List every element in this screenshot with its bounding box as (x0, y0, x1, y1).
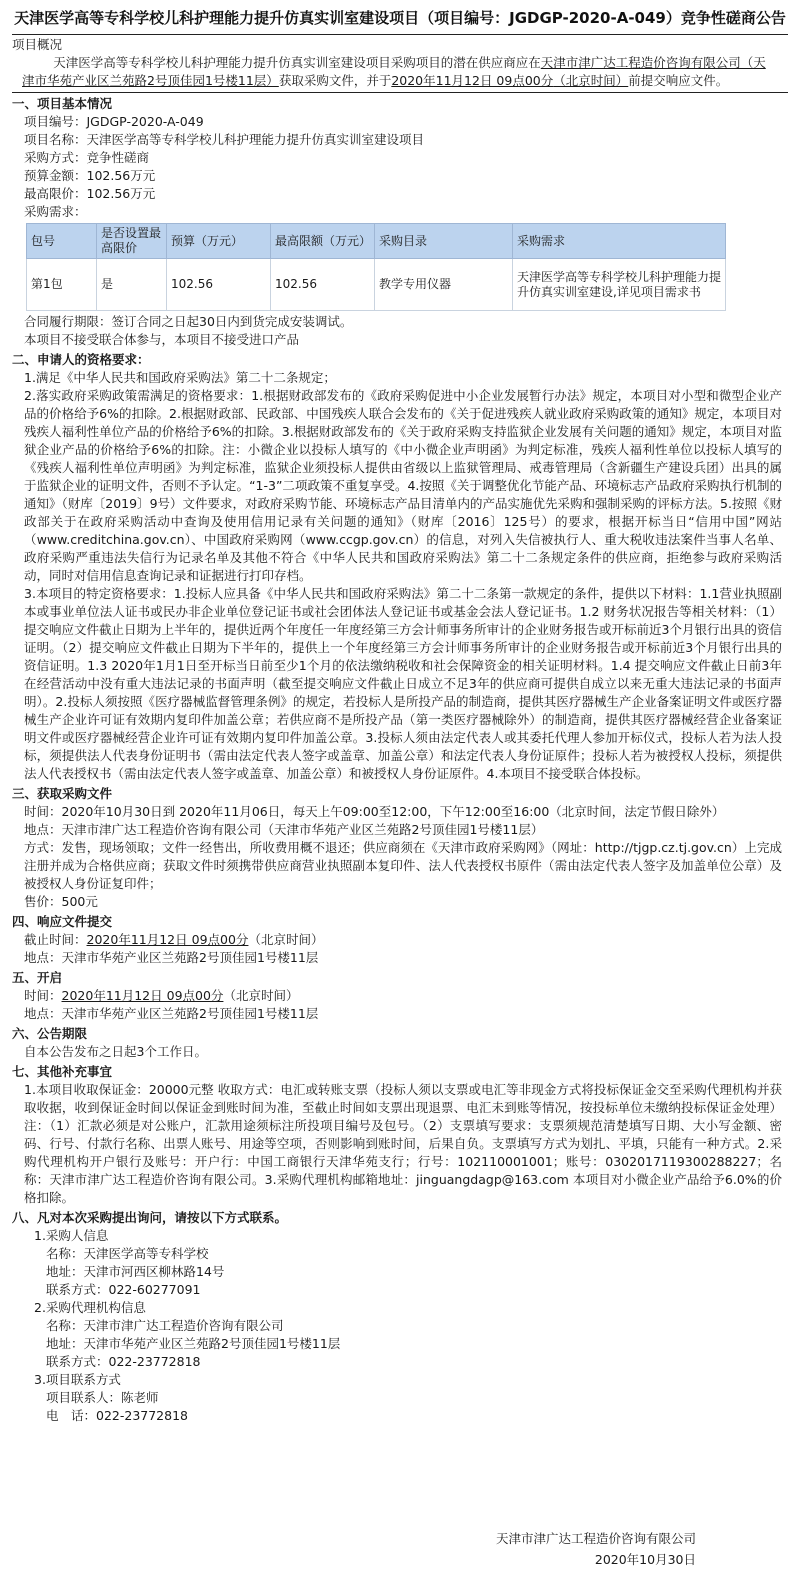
buyer-heading: 1.采购人信息 (34, 1228, 109, 1243)
page-title: 天津医学高等专科学校儿科护理能力提升仿真实训室建设项目（项目编号：JGDGP-2020-A-049）竞争性磋商公告 (14, 9, 786, 27)
agent-address: 地址：天津市华苑产业区兰苑路2号顶佳园1号楼11层 (46, 1336, 341, 1351)
agent-heading: 2.采购代理机构信息 (34, 1300, 146, 1315)
contract-period: 合同履行期限：签订合同之日起30日内到货完成安装调试。 (24, 314, 353, 329)
submit-place: 地点：天津市华苑产业区兰苑路2号顶佳园1号楼11层 (24, 950, 319, 965)
qualification-1: 1.满足《中华人民共和国政府采购法》第二十二条规定； (24, 370, 336, 385)
qualification-3: 3.本项目的特定资格要求：1.投标人应具备《中华人民共和国政府采购法》第二十二条第一款规定的条件，提供以下材料：1.1营业执照副本或事业单位法人证书或民办非企业单位登记证书或社会团体法人登记证书或基金会法人登记证书。1.2 财务状况报告等相关材料：（1）提交响应文件截止日期为上半年的，提供近两个年度任一年度经第三方会计师事务所审计的企业财务报告或开标前近3个月银行出具的资信证明。（2）提交响应文件截止日期为下半年的，提供上一个年度经第三方会计师事务所审计的企业财务报告或开标前近3个月银行出具的资信证明。1.3 2020年1月1日至开标当日前至少1个月的依法缴纳税收和社会保障资金的相关证明材料。1.4 提交响应文件截止日前3年在经营活动中没有重大违法记录的书面声明（截至提交响应文件截止日成立不足3年的供应商可提供自成立以来无重大违法记录的书面声明）。2.投标人须按照《医疗器械监督管理条例》的规定，若投标人是所投产品的制造商，提供其医疗器械生产企业备案证明文件或医疗器械生产企业许可证有效期内复印件加盖公章；若供应商不是所投产品（第一类医疗器械除外）的制造商，提供其医疗器械经营企业备案证明文件或医疗器械经营企业许可证有效期内复印件加盖公章。3.投标人须由法定代表人或其委托代理人参加开标仪式，投标人若为法人投标，须提供法人代表身份证明书（需由法定代表人签字或盖章、加盖公章）和法定代表人身份证原件；投标人若为被授权人投标，须提供法人代表授权书（需由法定代表人签字或盖章、加盖公章）和被授权人身份证原件。4.本项目不接受联合体投标。 (24, 586, 782, 781)
buyer-phone: 联系方式：022-60277091 (46, 1282, 201, 1297)
submit-deadline (12, 931, 788, 949)
overview-text-3: 获取采购文件，并于 (278, 73, 392, 88)
section-6-heading: 六、公告期限 (12, 1026, 88, 1041)
obtain-place: 地点：天津市津广达工程造价咨询有限公司（天津市华苑产业区兰苑路2号顶佳园1号楼11层） (24, 822, 544, 837)
overview-tz: （北京时间） (553, 73, 629, 88)
opening-time-value: 2020年11月12日 09点00分 (61, 988, 224, 1003)
col-header: 包号 (27, 224, 97, 259)
obtain-way: 方式：发售，现场领取；文件一经售出，所收费用概不退还；供应商须在《天津市政府采购网》（网址：http://tjgp.cz.tj.gov.cn）上完成注册并成为合格供应商；获取文件时须携带供应商营业执照副本复印件、法人代表授权书原件（需由法定代表人签字及加盖单位公章）及被授权人身份证复印件； (24, 840, 782, 891)
cell-budget: 102.56 (167, 259, 271, 311)
cell-has-limit: 是 (97, 259, 167, 311)
signature-org: 天津市津广达工程造价咨询有限公司 (495, 1531, 696, 1546)
project-contact-person: 项目联系人：陈老师 (46, 1390, 159, 1405)
overview-text-5: 前提交响应文件。 (628, 73, 729, 88)
notice-period: 自本公告发布之日起3个工作日。 (24, 1044, 207, 1059)
project-contact-phone: 电 话：022-23772818 (46, 1408, 188, 1423)
project-number: 项目编号：JGDGP-2020-A-049 (24, 114, 204, 129)
signature-date: 2020年10月30日 (594, 1552, 696, 1567)
project-name: 项目名称：天津医学高等专科学校儿科护理能力提升仿真实训室建设项目 (24, 132, 425, 147)
col-header: 预算（万元） (167, 224, 271, 259)
opening-time-label: 时间： (24, 988, 62, 1003)
buyer-address: 地址：天津市河西区柳林路14号 (46, 1264, 225, 1279)
opening-place: 地点：天津市华苑产业区兰苑路2号顶佳园1号楼11层 (24, 1006, 319, 1021)
buyer-name: 名称：天津医学高等专科学校 (46, 1246, 209, 1261)
submit-deadline-tz: （北京时间） (248, 932, 324, 947)
other-matters: 1.本项目收取保证金：20000元整 收取方式：电汇或转账支票（投标人须以支票或电汇等非现金方式将投标保证金交至采购代理机构并获取收据，收到保证金时间以保证金到账时间为准，至截止时间如支票出现退票、电汇未到账等情况，按投标单位未缴纳投标保证金处理）注：（1）汇款必须是对公账户，汇款用途须标注所投项目编号及包号。（2）支票填写要求：支票须规范清楚填写日期、大小写金额、密码、行号、付款行名称、出票人账号、用途等空项，否则影响到账时间，后果自负。支票填写方式为划扎、平填，只能有一种方式。2.采购代理机构开户银行及账号：开户行：中国工商银行天津华苑支行；行号：102110001001；账号：0302017119300288227；名称：天津市津广达工程造价咨询有限公司。3.采购代理机构邮箱地址：jinguangdagp@163.com 本项目对小微企业产品给予6.0%的价格扣除。 (24, 1082, 782, 1205)
contact-block (12, 1227, 788, 1425)
cell-catalog: 教学专用仪器 (375, 259, 513, 311)
project-contact-heading: 3.项目联系方式 (34, 1372, 121, 1387)
agent-name: 名称：天津市津广达工程造价咨询有限公司 (46, 1318, 284, 1333)
overview-section (12, 34, 788, 93)
col-header: 最高限额（万元） (271, 224, 375, 259)
requirements-table (26, 223, 726, 311)
consortium-note: 本项目不接受联合体参与，本项目不接受进口产品 (24, 332, 300, 347)
section-5-heading: 五、开启 (12, 970, 63, 985)
section-4-heading: 四、响应文件提交 (12, 914, 113, 929)
overview-deadline: 2020年11月12日 09点00分 (391, 73, 554, 88)
overview-heading: 项目概况 (12, 37, 63, 52)
opening-time-tz: （北京时间） (223, 988, 299, 1003)
table-row (27, 259, 726, 311)
section-1-heading: 一、项目基本情况 (12, 96, 113, 111)
col-header: 采购目录 (375, 224, 513, 259)
overview-text-1: 天津医学高等专科学校儿科护理能力提升仿真实训室建设项目采购项目的潜在供应商应在 (53, 55, 541, 70)
col-header: 采购需求 (513, 224, 726, 259)
overview-supplier-link: 天津市津广达工程造价咨询有限公司（天津市华苑产业区兰苑路2号顶佳园1号楼11层） (22, 55, 766, 88)
cell-package: 第1包 (27, 259, 97, 311)
col-header: 是否设置最高限价 (97, 224, 167, 259)
procurement-method: 采购方式：竞争性磋商 (24, 150, 150, 165)
section-8-heading: 八、凡对本次采购提出询问，请按以下方式联系。 (12, 1210, 288, 1225)
cell-demand: 天津医学高等专科学校儿科护理能力提升仿真实训室建设,详见项目需求书 (513, 259, 726, 311)
section-3-heading: 三、获取采购文件 (12, 786, 113, 801)
section-2-heading: 二、申请人的资格要求： (12, 352, 150, 367)
max-price: 最高限价：102.56万元 (24, 186, 156, 201)
opening-time (12, 987, 788, 1005)
obtain-time: 时间：2020年10月30日到 2020年11月06日，每天上午09:00至12:00，下午12:00至16:00（北京时间，法定节假日除外） (24, 804, 725, 819)
cell-limit: 102.56 (271, 259, 375, 311)
obtain-price: 售价：500元 (24, 894, 98, 909)
qualification-2: 2.落实政府采购政策需满足的资格要求：1.根据财政部发布的《政府采购促进中小企业发展暂行办法》规定，本项目对小型和微型企业产品的价格给予6%的扣除。2.根据财政部、民政部、中国残疾人联合会发布的《关于促进残疾人就业政府采购政策的通知》规定，本项目对残疾人福利性单位产品的价格给予6%的扣除。3.根据财政部发布的《关于政府采购支持监狱企业发展有关问题的通知》规定，本项目对监狱企业产品的价格给予6%的扣除。注：小微企业以投标人填写的《中小微企业声明函》为判定标准，残疾人福利性单位以投标人填写的《残疾人福利性单位声明函》为判定标准，监狱企业须投标人提供由省级以上监狱管理局、戒毒管理局（含新疆生产建设兵团）出具的属于监狱企业的证明文件，否则不予认定。“1-3”二项政策不重复享受。4.按照《关于调整优化节能产品、环境标志产品政府采购执行机制的通知》（财库〔2019〕9号）文件要求，对政府采购节能、环境标志产品目清单内的产品实施优先采购和强制采购的评标方法。5.按照《财政部关于在政府采购活动中查询及使用信用记录有关问题的通知》（财库〔2016〕125号）的要求，根据开标当日“信用中国”网站（www.creditchina.gov.cn）、中国政府采购网（www.ccgp.gov.cn）的信息，对列入失信被执行人、重大税收违法案件当事人名单、政府采购严重违法失信行为记录名单及其他不符合《中华人民共和国政府采购法》第二十二条规定条件的供应商，拒绝参与政府采购活动，同时对信用信息查询记录和证据进行打印存档。 (24, 388, 782, 583)
submit-deadline-label: 截止时间： (24, 932, 87, 947)
table-header-row (27, 224, 726, 259)
agent-phone: 联系方式：022-23772818 (46, 1354, 201, 1369)
section-7-heading: 七、其他补充事宜 (12, 1064, 113, 1079)
overview-text (12, 54, 788, 90)
demand-label: 采购需求： (24, 204, 87, 219)
budget-amount: 预算金额：102.56万元 (24, 168, 156, 183)
submit-deadline-value: 2020年11月12日 09点00分 (86, 932, 249, 947)
